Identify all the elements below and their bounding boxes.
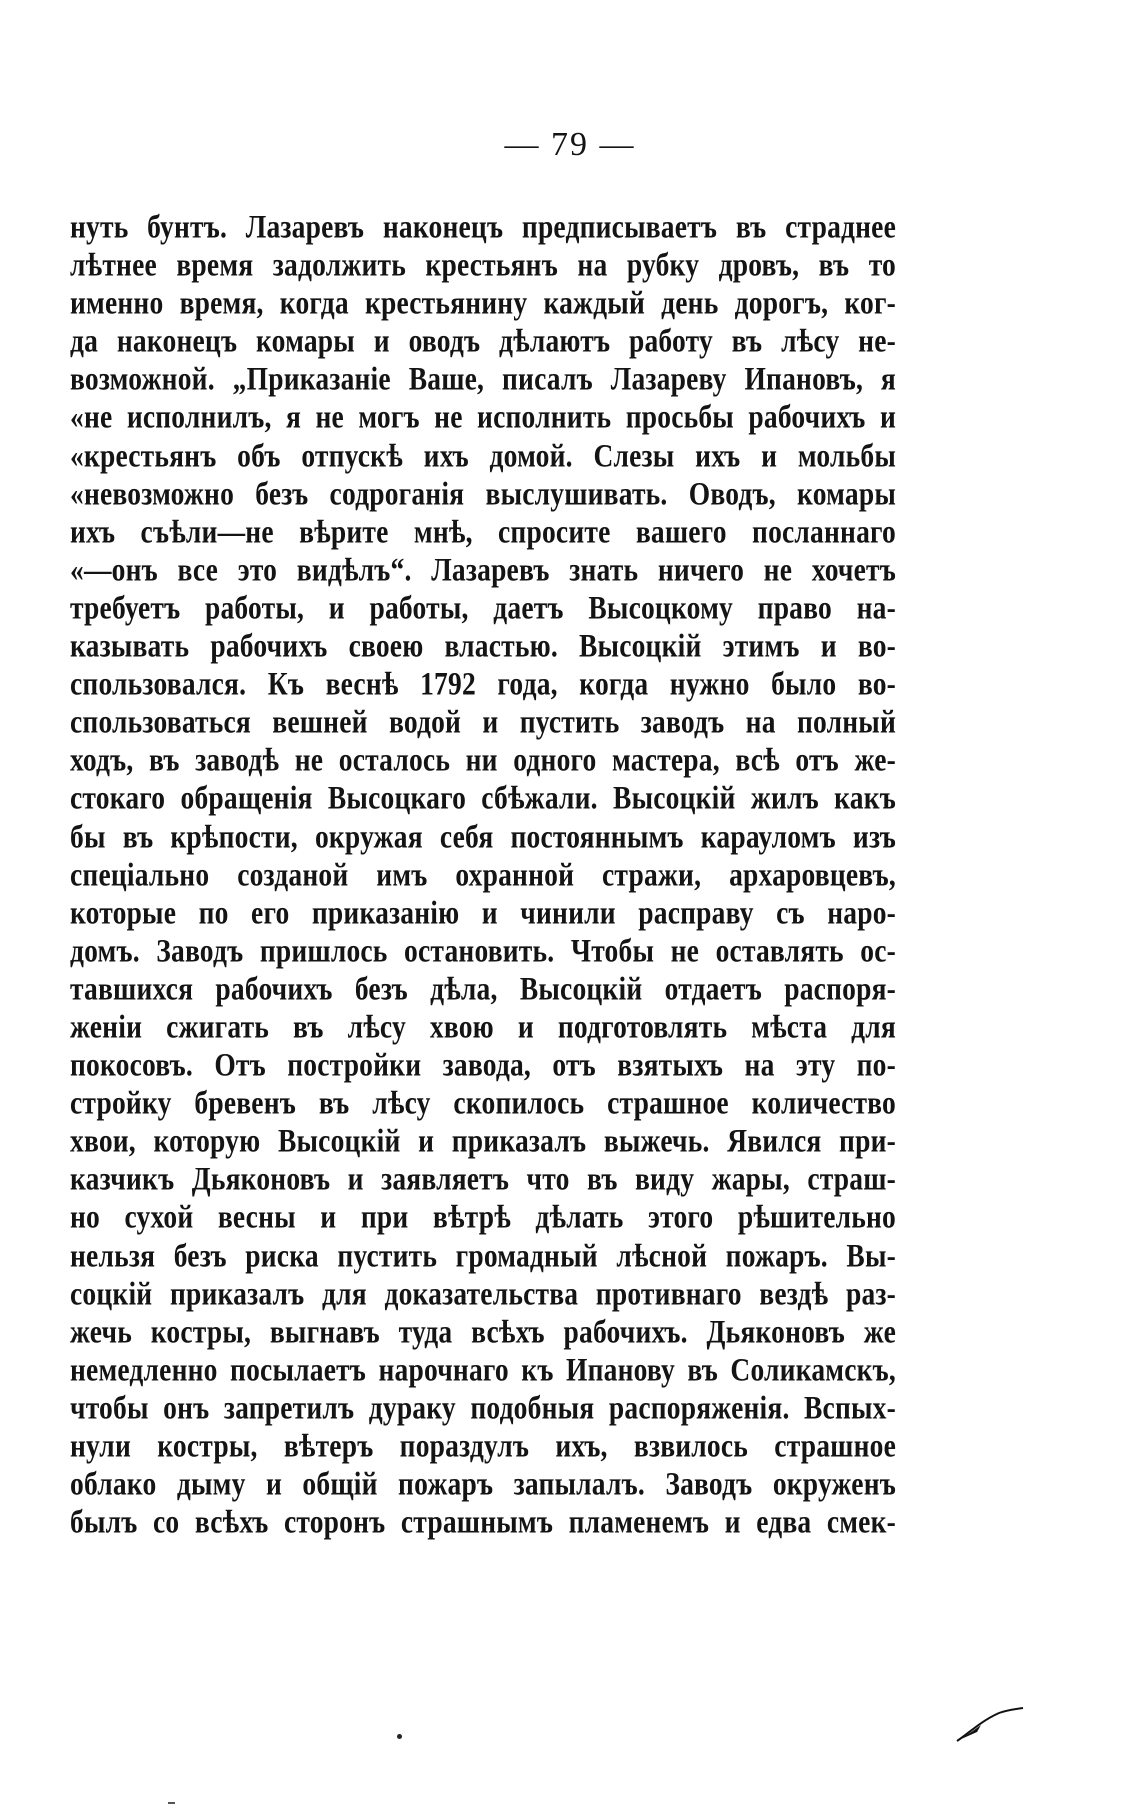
body-line: нули костры, вѣтеръ пораздулъ ихъ, взвилось страшное xyxy=(70,1427,896,1464)
body-line: тавшихся рабочихъ безъ дѣла, Высоцкій отдаетъ распоря- xyxy=(70,969,896,1007)
body-line: стройку бревенъ въ лѣсу скопилось страшное количество xyxy=(70,1084,896,1121)
body-line: облако дыму и общій пожаръ запылалъ. Заводъ окруженъ xyxy=(70,1465,896,1502)
body-line: «невозможно безъ содроганія выслушивать. Оводъ, комары xyxy=(70,474,896,512)
body-line: возможной. „Приказаніе Ваше, писалъ Лазареву Ипановъ, я xyxy=(70,360,896,398)
body-line: именно время, когда крестьянину каждый день дорогъ, ког- xyxy=(70,284,896,321)
body-line: хвои, которую Высоцкій и приказалъ выжечь. Явился при- xyxy=(70,1122,896,1159)
body-line: «крестьянъ объ отпускѣ ихъ домой. Слезы ихъ и мольбы xyxy=(70,436,896,474)
body-line: «не исполнилъ, я не могъ не исполнить просьбы рабочихъ и xyxy=(70,398,896,436)
body-line: домъ. Заводъ пришлось остановить. Чтобы не оставлять ос- xyxy=(70,931,896,969)
body-line: чтобы онъ запретилъ дураку подобныя распоряженія. Вспых- xyxy=(70,1389,896,1426)
body-text xyxy=(70,208,896,1541)
body-line: былъ со всѣхъ сторонъ страшнымъ пламенемъ и едва смек- xyxy=(70,1503,896,1540)
ink-speck xyxy=(397,1734,402,1739)
body-line: спеціально созданой имъ охранной стражи, архаровцевъ, xyxy=(70,855,896,893)
body-line: казчикъ Дьяконовъ и заявляетъ что въ виду жары, страш- xyxy=(70,1160,896,1198)
body-line: ходъ, въ заводѣ не осталось ни одного мастера, всѣ отъ же- xyxy=(70,741,896,779)
body-line: соцкій приказалъ для доказательства противнаго вездѣ раз- xyxy=(70,1274,896,1312)
pen-stroke-mark xyxy=(955,1705,1025,1745)
body-line: стокаго обращенія Высоцкаго сбѣжали. Высоцкій жилъ какъ xyxy=(70,779,896,817)
body-line: жечь костры, выгнавъ туда всѣхъ рабочихъ. Дьяконовъ же xyxy=(70,1312,896,1350)
body-line: которые по его приказанію и чинили расправу съ наро- xyxy=(70,893,896,931)
body-line: немедленно посылаетъ нарочнаго къ Ипанову въ Соликамскъ, xyxy=(70,1350,896,1388)
body-line: покосовъ. Отъ постройки завода, отъ взятыхъ на эту по- xyxy=(70,1046,896,1083)
body-line: женіи сжигать въ лѣсу хвою и подготовлять мѣста для xyxy=(70,1008,896,1045)
body-line: ихъ съѣли—не вѣрите мнѣ, спросите вашего посланнаго xyxy=(70,512,896,550)
body-line: нуть бунтъ. Лазаревъ наконецъ предписываетъ въ страднее xyxy=(70,208,896,245)
body-line: лѣтнее время задолжить крестьянъ на рубку дровъ, въ то xyxy=(70,246,896,283)
body-line: спользоваться вешней водой и пустить заводъ на полный xyxy=(70,703,896,740)
body-line: бы въ крѣпости, окружая себя постояннымъ карауломъ изъ xyxy=(70,817,896,855)
body-line: «—онъ все это видѣлъ“. Лазаревъ знать ничего не хочетъ xyxy=(70,550,896,588)
body-line: казывать рабочихъ своею властью. Высоцкій этимъ и во- xyxy=(70,627,896,664)
body-line: спользовался. Къ веснѣ 1792 года, когда нужно было во- xyxy=(70,665,896,702)
body-line: требуетъ работы, и работы, даетъ Высоцкому право на- xyxy=(70,589,896,626)
page-number: — 79 — xyxy=(504,126,636,163)
body-line: но сухой весны и при вѣтрѣ дѣлать этого рѣшительно xyxy=(70,1198,896,1236)
body-line: да наконецъ комары и оводъ дѣлаютъ работу въ лѣсу не- xyxy=(70,322,896,359)
body-line: нельзя безъ риска пустить громадный лѣсной пожаръ. Вы- xyxy=(70,1236,896,1274)
